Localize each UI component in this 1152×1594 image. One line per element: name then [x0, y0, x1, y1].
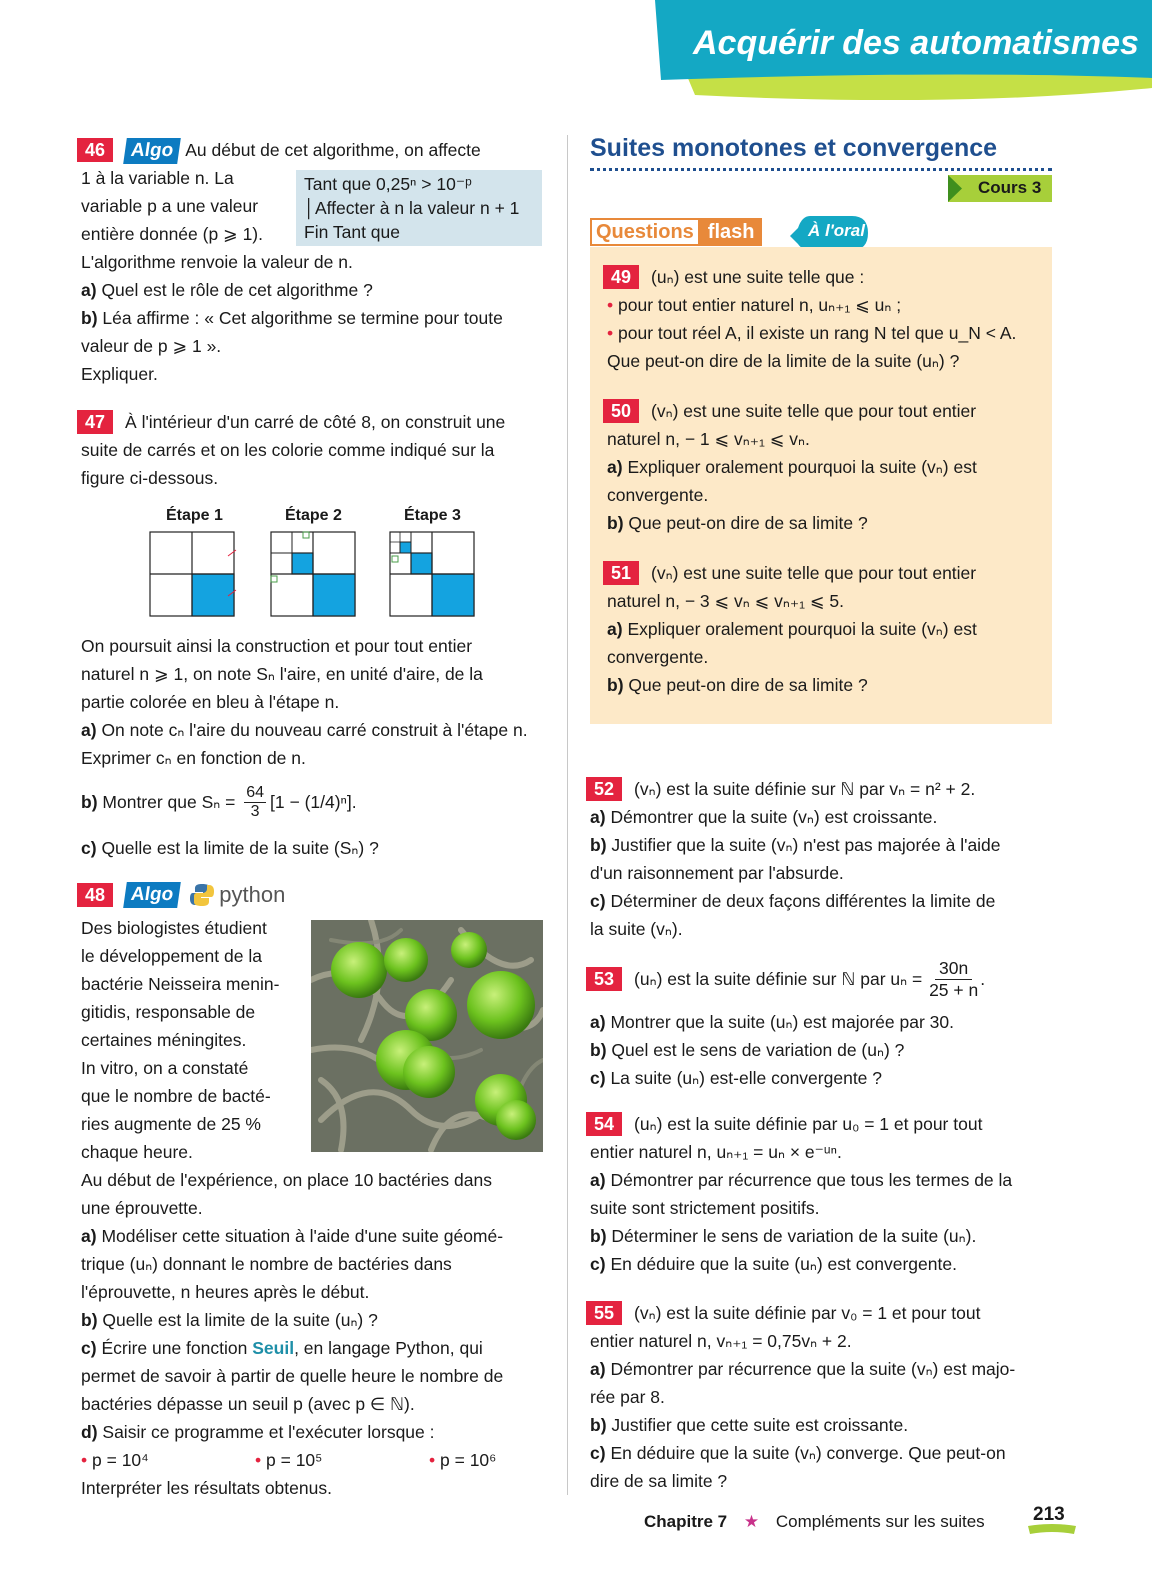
python-label: python — [219, 882, 286, 907]
text-line: Quel est le sens de variation de (uₙ) ? — [611, 1040, 905, 1060]
text-line: Saisir ce programme et l'exécuter lorsque : — [102, 1422, 435, 1442]
denominator: 3 — [250, 802, 260, 820]
exercise-53: 53 (uₙ) est la suite définie sur ℕ par uₙ = $\frac{30n}{25 + n}$ . a) Montrer que la suite (uₙ) est majorée par 30. b) Quel est le sens de variation de (uₙ) ? c) La suite (uₙ) est-elle convergente ? — [590, 954, 1052, 1092]
text-line: À l'intérieur d'un carré de côté 8, on construit une — [125, 412, 506, 432]
text-line: (uₙ) est une suite telle que : — [651, 267, 865, 287]
exercise-55 — [590, 1299, 1052, 1495]
exercise-number: 55 — [586, 1301, 622, 1325]
flash-label-b: flash — [700, 218, 763, 246]
text-line: d'un raisonnement par l'absurde. — [590, 863, 844, 883]
algo-line: Tant que 0,25ⁿ > 10⁻ᵖ — [304, 174, 472, 194]
text-line: Expliquer. — [81, 364, 158, 384]
text-line: trique (uₙ) donnant le nombre de bactéries dans — [81, 1254, 452, 1274]
label: a) — [590, 1170, 606, 1190]
text-line: chaque heure. — [81, 1142, 193, 1162]
text-line: Montrer que Sₙ = — [102, 791, 236, 812]
text-line: que le nombre de bacté- — [81, 1086, 271, 1106]
exercise-number: 53 — [586, 967, 622, 991]
label: c) — [81, 1338, 97, 1358]
text-line: Démontrer par récurrence que la suite (vₙ) est majo- — [610, 1359, 1016, 1379]
label: a) — [81, 280, 97, 300]
step-3-figure — [390, 532, 474, 616]
arrow-icon — [948, 175, 966, 202]
label: a) — [81, 1226, 97, 1246]
label: c) — [590, 891, 606, 911]
text-line: la suite (vₙ). — [590, 919, 683, 939]
text-line: entier naturel n, vₙ₊₁ = 0,75vₙ + 2. — [590, 1331, 852, 1351]
exercise-number: 51 — [603, 561, 639, 585]
algo-badge: Algo — [123, 138, 181, 164]
text-line: partie colorée en bleu à l'étape n. — [81, 692, 340, 712]
text-line: bactérie Neisseira menin- — [81, 974, 280, 994]
label: a) — [607, 457, 623, 477]
step-1-figure — [150, 532, 236, 616]
text-line: naturel n, − 3 ⩽ vₙ ⩽ vₙ₊₁ ⩽ 5. — [607, 591, 844, 611]
text-line: (vₙ) est la suite définie sur ℕ par vₙ = n² + 2. — [634, 779, 976, 799]
text-line: entier naturel n, uₙ₊₁ = uₙ × e⁻ᵘⁿ. — [590, 1142, 842, 1162]
exercise-48 — [81, 914, 301, 1166]
text-line: naturel n, − 1 ⩽ vₙ₊₁ ⩽ vₙ. — [607, 429, 810, 449]
exercise-47 — [81, 408, 551, 492]
label: b) — [607, 675, 624, 695]
text-line: , en langage Python, qui — [294, 1338, 483, 1358]
text-line: entière donnée (p ⩾ 1). — [81, 224, 263, 244]
text-line: une éprouvette. — [81, 1198, 203, 1218]
text-line: Expliquer oralement pourquoi la suite (vₙ) est — [627, 457, 977, 477]
step-label: Étape 3 — [404, 507, 461, 524]
text-line: permet de savoir à partir de quelle heure le nombre de — [81, 1366, 504, 1386]
text-line: pour tout réel A, il existe un rang N tel que u_N < A. — [618, 323, 1017, 343]
algo-line: │Affecter à n la valeur n + 1 — [304, 198, 520, 218]
cours-label: Cours 3 — [978, 178, 1042, 197]
flash-label-a: Questions — [590, 218, 700, 246]
column-divider — [567, 135, 568, 1495]
footer — [644, 1512, 985, 1532]
label: a) — [607, 619, 623, 639]
text-line: Interpréter les résultats obtenus. — [81, 1478, 332, 1498]
exercise-number: 47 — [77, 410, 113, 434]
exercise-number: 54 — [586, 1112, 622, 1136]
text-line: L'algorithme renvoie la valeur de n. — [81, 252, 353, 272]
algo-badge: Algo — [123, 882, 181, 908]
algo-line: Fin Tant que — [304, 222, 400, 242]
chapter-label: Chapitre 7 — [644, 1512, 728, 1531]
header-banner — [655, 0, 1152, 96]
step-label: Étape 2 — [285, 507, 342, 524]
text-line: En déduire que la suite (uₙ) est convergente. — [610, 1254, 957, 1274]
label: b) — [81, 791, 98, 812]
text-line: Modéliser cette situation à l'aide d'une suite géomé- — [101, 1226, 504, 1246]
numerator: 64 — [246, 783, 265, 801]
text-line: suite sont strictement positifs. — [590, 1198, 820, 1218]
squares-figure — [148, 530, 478, 620]
label: a) — [590, 1359, 606, 1379]
exercise-number: 46 — [77, 138, 113, 162]
step-2-figure — [271, 532, 355, 616]
fraction — [244, 784, 266, 821]
exercise-50 — [607, 397, 1047, 537]
exercise-number: 48 — [77, 883, 113, 907]
numerator: 30n — [935, 958, 972, 980]
label: b) — [590, 1226, 607, 1246]
exercise-49: 49 (uₙ) est une suite telle que : • pour tout entier naturel n, uₙ₊₁ ⩽ uₙ ; • pour tout réel A, il existe un rang N tel que u_N < A. Que peut-on dire de la limite de la suite (uₙ) ? — [607, 263, 1047, 375]
label: a) — [81, 720, 97, 740]
text-line: Quelle est la limite de la suite (uₙ) ? — [102, 1310, 378, 1330]
text-line: Au début de l'expérience, on place 10 bactéries dans — [81, 1170, 492, 1190]
text-line: suite de carrés et on les colorie comme indiqué sur la — [81, 440, 495, 460]
exercise-52 — [590, 775, 1052, 943]
label: a) — [590, 807, 606, 827]
denominator: 25 + n — [929, 979, 979, 1000]
page-number: 213 — [1033, 1504, 1065, 1525]
text-line: Expliquer oralement pourquoi la suite (vₙ) est — [627, 619, 977, 639]
text-line: Écrire une fonction — [101, 1338, 248, 1358]
value-item: p = 10⁶ — [440, 1450, 497, 1470]
star-icon: ★ — [743, 1512, 760, 1531]
oral-label: À l'oral — [808, 221, 865, 240]
text-line: l'éprouvette, n heures après le début. — [81, 1282, 370, 1302]
section-title: Suites monotones et convergence — [590, 134, 998, 162]
label: a) — [590, 1012, 606, 1032]
text-line: bactéries dépasse un seuil p (avec p ∈ ℕ). — [81, 1394, 415, 1414]
text-line: convergente. — [607, 647, 709, 667]
text-line: pour tout entier naturel n, uₙ₊₁ ⩽ uₙ ; — [618, 295, 902, 315]
text-line: Au début de cet algorithme, on affecte — [185, 140, 481, 160]
label: b) — [81, 308, 98, 328]
text-line: (vₙ) est une suite telle que pour tout entier — [651, 401, 977, 421]
text-line: le développement de la — [81, 946, 262, 966]
exercise-48-header — [81, 882, 285, 908]
text-line: naturel n ⩾ 1, on note Sₙ l'aire, en unité d'aire, de la — [81, 664, 483, 684]
label: c) — [81, 838, 97, 858]
text-line: valeur de p ⩾ 1 ». — [81, 336, 222, 356]
cours-badge — [948, 175, 1052, 202]
text-line: Que peut-on dire de sa limite ? — [628, 675, 868, 695]
text-line: Quel est le rôle de cet algorithme ? — [101, 280, 373, 300]
text-line: (uₙ) est la suite définie par u₀ = 1 et pour tout — [634, 1114, 983, 1134]
exercise-47-continued — [81, 632, 551, 772]
text-line: On poursuit ainsi la construction et pour tout entier — [81, 636, 473, 656]
dotted-rule — [590, 168, 1052, 171]
exercise-54 — [590, 1110, 1052, 1278]
label: b) — [590, 1040, 607, 1060]
chapter-subject: Compléments sur les suites — [775, 1512, 985, 1531]
function-name: Seuil — [252, 1338, 295, 1358]
text-line: (vₙ) est une suite telle que pour tout entier — [651, 563, 977, 583]
text-line: (uₙ) est la suite définie sur ℕ par uₙ = — [634, 968, 923, 989]
text-line: figure ci-dessous. — [81, 468, 219, 488]
bacteria-photo — [311, 920, 543, 1152]
text-line: rée par 8. — [590, 1387, 665, 1407]
page-number-block — [1024, 1502, 1080, 1542]
formula-rest: [1 − (1/4)ⁿ]. — [270, 791, 357, 812]
text-line: Que peut-on dire de la limite de la suite (uₙ) ? — [607, 351, 960, 371]
label: b) — [590, 1415, 607, 1435]
questions-flash-banner — [590, 218, 762, 246]
text-line: ries augmente de 25 % — [81, 1114, 261, 1134]
text-line: Des biologistes étudient — [81, 918, 267, 938]
text-line: Démontrer que la suite (vₙ) est croissante. — [610, 807, 938, 827]
text-line: La suite (uₙ) est-elle convergente ? — [610, 1068, 883, 1088]
text-line: In vitro, on a constaté — [81, 1058, 249, 1078]
text-line: Justifier que cette suite est croissante. — [611, 1415, 909, 1435]
exercise-number: 52 — [586, 777, 622, 801]
label: b) — [590, 835, 607, 855]
label: b) — [81, 1310, 98, 1330]
value-item: p = 10⁵ — [266, 1450, 323, 1470]
exercise-number: 49 — [603, 265, 639, 289]
text-line: Quelle est la limite de la suite (Sₙ) ? — [101, 838, 379, 858]
text-line: Que peut-on dire de sa limite ? — [628, 513, 868, 533]
text-line: convergente. — [607, 485, 709, 505]
text-line: variable p a une valeur — [81, 196, 259, 216]
label: b) — [607, 513, 624, 533]
text-line: Déterminer le sens de variation de la suite (uₙ). — [611, 1226, 977, 1246]
label: c) — [590, 1254, 606, 1274]
label: c) — [590, 1443, 606, 1463]
text-line: Montrer que la suite (uₙ) est majorée par 30. — [610, 1012, 954, 1032]
text-line: (vₙ) est la suite définie par v₀ = 1 et pour tout — [634, 1303, 981, 1323]
text-line: On note cₙ l'aire du nouveau carré construit à l'étape n. — [101, 720, 528, 740]
text-line: 1 à la variable n. La — [81, 168, 234, 188]
label: d) — [81, 1422, 98, 1442]
text-line: gitidis, responsable de — [81, 1002, 256, 1022]
header-title: Acquérir des automatismes — [693, 24, 1139, 62]
text-line: Déterminer de deux façons différentes la limite de — [610, 891, 996, 911]
text-line: Démontrer par récurrence que tous les termes de la — [610, 1170, 1013, 1190]
text-line: Justifier que la suite (vₙ) n'est pas majorée à l'aide — [611, 835, 1001, 855]
text-line: dire de sa limite ? — [590, 1471, 728, 1491]
exercise-48-continued: Au début de l'expérience, on place 10 bactéries dans une éprouvette. a) Modéliser cette situation à l'aide d'une suite géomé- trique (uₙ) donnant le nombre de bactéries dans l'éprouvette, n heures après le début. b) Quelle est la limite de la suite (uₙ) ? c) Écrire une fonction Seuil, en langage Python, qui permet de savoir à partir de quelle heure le nombre de bactéries dépasse un seuil p (avec p ∈ ℕ). d) Saisir ce programme et l'exécuter lorsque : • p = 10⁴ • p = 10⁵ • p = 10⁶ Interpréter les résultats obtenus. — [81, 1166, 551, 1502]
algorithm-box — [296, 170, 542, 246]
fraction — [929, 958, 978, 1001]
python-logo-icon — [189, 882, 215, 908]
label: c) — [590, 1068, 606, 1088]
question-c — [81, 834, 379, 862]
text-line: En déduire que la suite (vₙ) converge. Que peut-on — [610, 1443, 1006, 1463]
value-item: p = 10⁴ — [92, 1450, 149, 1470]
step-label: Étape 1 — [166, 507, 223, 524]
text-line: Exprimer cₙ en fonction de n. — [81, 748, 306, 768]
text-line: certaines méningites. — [81, 1030, 247, 1050]
formula-line — [81, 776, 357, 828]
exercise-51 — [607, 559, 1047, 699]
text-line: Léa affirme : « Cet algorithme se termine pour toute — [102, 308, 503, 328]
exercise-number: 50 — [603, 399, 639, 423]
